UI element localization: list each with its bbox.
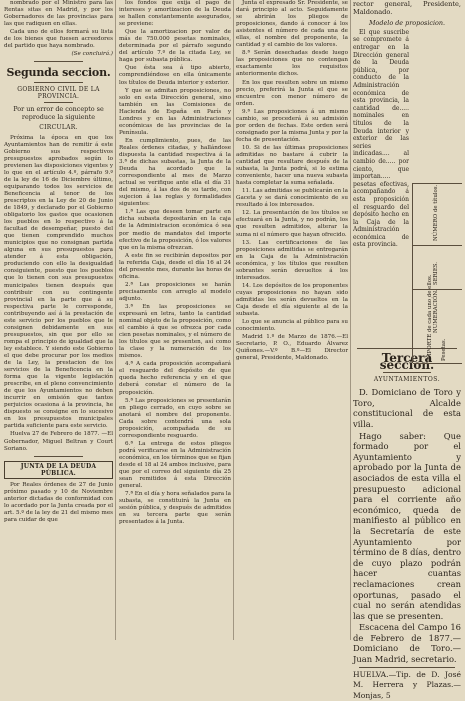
paragraph: En cumplimiento, pues, de las Reales órdenes citadas, y hallándose dispuesta la cantidad respectiva á la 3.ª de dichas subastas, la Junta de la Deuda ha acordado que la correspondiente al mes de Marzo actual se verifique ante ella el día 31 del mismo, á las dos de su tarde, con sujecion á las reglas y formalidades siguientes: — [119, 137, 231, 208]
form-label-series: SERIES. — [433, 262, 439, 285]
paragraph: 8.ª Serán desechadas desde luego las proposiciones que no contengan exactamente los requisitos anteriormente dichos. — [236, 50, 348, 78]
column-1 — [4, 0, 113, 640]
divider — [359, 667, 455, 668]
circular-body: Próxima la época en que los Ayuntamientos han de remitir á este Gobierno sus respectivos presupuestos aprobados según lo previenen las disposiciones vigentes y lo que en el artículo 4.º, párrafo 9.º de la ley de 16 de Diciembre último, equiparando todos los servicios de Beneficencia al tenor de los prescriptos en la Ley de 20 de Junio de 1849, y declarado por el Gobierno obligatorio los gastos que ocasionen los pueblos en lo respectivo á la facultad de desempeñar, puesto del que tienen comprendido muchos municipios que no consignan partida alguna en sus presupuestos para atender á esta obligación, produciendo con ello la desigualdad consiguiente, puesto que los pueblos que lo tienen con sus presupuestos municipales tienen después que contribuir con su contingente provincial en la parte que á su respectiva parte le corresponde, contribuyendo así á la prestación de este servicio por los pueblos que le consignen debidamente en sus presupuestos, sin que por ello se rompa el principio de igualdad que la ley establece. Y siendo este Gobierno el que debe procurar por los medios de la Ley, la prestacion de los servicios de la Beneficencia en la forma que la vigente legislación prescribe, en el pleno convencimiento de que los Ayuntamientos no deben incurrir en omisión que tantos perjuicios ocasiona á la provincia, he dispuesto se consigne en lo sucesivo en los presupuestos municipales partida suficiente para este servicio. — [4, 134, 113, 430]
date-line: Huelva 27 de Febrero de 1877. —El Gobernador, Miguel Beltran y Court Soriano. — [4, 431, 113, 452]
section-title: Segunda seccion. — [6, 66, 111, 80]
paragraph: nombrado por el Ministro para las Rentas sitas en Madrid, y por los Gobernadores de las provincias para las que radiquen en ellas. — [4, 0, 113, 28]
junta-banner: JUNTA DE LA DEUDA PÚBLICA. — [4, 461, 113, 479]
column-rule — [115, 0, 116, 640]
paragraph: 12. La presentación de los títulos se efectuará en la Junta, y no podrán, los que resulten admitidos, alterar la suma ni el número que hayan ofrecido. — [236, 210, 348, 238]
paragraph: 5.ª Las proposiciones se presentarán en pliego cerrado, en cuyo sobre se anotará el nombre del proponente. Cada sobre contendrá una sola proposición, acompañada de su correspondiente resguardo. — [119, 397, 231, 439]
column-rule — [350, 0, 351, 640]
paragraph: Junta el expresado Sr. Presidente, se dará principio al acto. Seguidamente se abrirán los pliegos de proposiciones, dando á conocer á los asistentes el número de cada una de ellas, el nombre del proponente, la cantidad y el cambio de los valores. — [236, 0, 348, 49]
paragraph: 14. Los depósitos de los proponentes cuyas proposiciones no hayan sido admitidas les serán devueltos en la Caja desde el día siguiente al de la subasta. — [236, 282, 348, 318]
paragraph: 1.ª Las que deseen tomar parte en dicha subasta depositarán en la caja de la Administracion económica ó sea por medio de mandatos del importe efectivo de la proposición, ó los valores que en la misma ofrezcan. — [119, 209, 231, 251]
continuation-note: (Se concluirá.) — [71, 51, 113, 58]
circular-label: CIRCULAR. — [39, 124, 78, 132]
section-title: Tercera seccion. — [379, 351, 435, 373]
paragraph: 13. Las certificaciones de las proposiciones admitidas se entregarán en la Caja de la Administración económica, y los títulos que resulten sobrantes serán devueltos á los interesados. — [236, 239, 348, 281]
paragraph: Cada uno de ellos formará su lista de los bienes que fuesen acreedores del partido que haya nombrado. — [4, 29, 113, 50]
paragraph: Madrid 1.º de Marzo de 1876.—El Secretario, P. O., Eduardo Álvarez Quiñones.—V.º B.º—El Director general, Presidente, Maldonado. — [236, 334, 348, 362]
paragraph: 9.ª Las proposiciones á un mismo cambio, se procederá á su admisión por orden de fechas. Este orden será consignado por la misma Junta y por la fecha de presentación. — [236, 108, 348, 143]
form-label-importe: IMPORTE de cada uno de ellos. — [427, 274, 433, 361]
form-label-numeracion: NUMERACIÓN. — [433, 289, 439, 333]
proposal-form-table — [412, 183, 462, 363]
paragraph: 4.ª A cada proposición acompañará el resguardo del depósito de que queda hecho referencia y en el que deberá constar el número de la proposición. — [119, 361, 231, 396]
paragraph: Escacena del Campo 16 de Febrero de 1877.—Domiciano de Toro.—Juan Madrid, secretario. — [353, 622, 461, 665]
paragraph: los fondos que exija el pago de intereses y amortizacion de la Deuda se hallen constantemente asegurados, se previene: — [119, 0, 231, 28]
divider — [34, 82, 83, 83]
divider — [44, 102, 73, 103]
paragraph: 6.ª La entrega de estos pliegos podrá verificarse en la Administración económica, en los términos que se fijan desde el 18 al 24 ambos inclusive, para que por el correo del siguiente día 25 sean remitidos á esta Dirección general. — [119, 440, 231, 490]
paragraph: Lo que se anuncia al público para su conocimiento. — [236, 319, 348, 333]
paragraph: D. Domiciano de Toro y Toro, Alcalde constitucional de esta villa. — [353, 387, 461, 429]
form-label-pesetas: Pesetas. — [441, 338, 447, 361]
divider — [34, 61, 83, 62]
section-subtitle: GOBIERNO CIVIL DE LA PROVINCIA. — [17, 86, 100, 101]
junta-body: Por Reales órdenes de 27 de Junio próximo pasado y 10 de Noviembre anterior dictadas de conformidad con lo acordado por la Junta creada por el art. 5.º de la ley de 21 del mismo mes para cuidar de que — [4, 481, 113, 523]
divider — [34, 456, 83, 457]
paragraph: 7.ª En el día y hora señalados para la subasta, se constituirá la Junta en sesión pública, y después de admitidos en su tercera parte que serán presentados á la Junta. — [119, 491, 231, 526]
paragraph: 11. Las admitidas se publicarán en la Gaceta y se dará conocimiento de su resultado á los interesados. — [236, 188, 348, 209]
paragraph: 10. Si de las últimas proposiciones admitidas no bastare á cubrir la cantidad que resultare después de la subasta, la Junta podrá, si lo estima conveniente, hacer una nueva subasta hasta completar la suma señalada. — [236, 144, 348, 187]
imprint: HUELVA.—Tip. de D. José M. Herrera y Plazas.—Monjas, 5 — [353, 669, 461, 700]
modelo-title: Modelo de proposicion. — [369, 18, 445, 27]
paragraph: Que la amortizacion por valor de más de 750.000 pesetas nominales, determinada por el párrafo segundo del artículo 7.º de la citada Ley, se haga por subasta pública. — [119, 29, 231, 64]
column-rule — [233, 0, 234, 640]
paragraph: En los que resulten sobre un mismo precio, preferirá la Junta el que se encuentre con menor número de orden. — [236, 79, 348, 107]
paragraph: Hago saber: Que formado por el Ayuntamiento y aprobado por la Junta de asociados de esta villa el presupuesto adicional para el corriente año económico, queda de manifiesto al público en la Secretaría de este Ayuntamiento por término de 8 días, dentro de cuyo plazo podrán hacer cuantas reclamaciones crean oportunas, pasado el cual no serán atendidas las que se presenten. — [353, 430, 461, 621]
paragraph: 2.ª Las proposiciones se harán precisamente con arreglo al modelo adjunto. — [119, 281, 231, 302]
paragraph: A este fin se recibirán depositos por la referida Caja, desde el día 16 al 24 del presente mes, durante las horas de oficina. — [119, 252, 231, 280]
divider — [383, 372, 431, 373]
modelo-body: El que suscribe se compromete á entregar en la Dirección general de la Deuda pública, por conducto de la Administración económica de esta provincia, la cantidad de..... nominales en títulos de la Deuda interior y exterior de las series indicadas.... al cambio de..... por ciento, que importan..... pesetas efectivas, acompañando á esta proposición el resguardo del depósito hecho en la Caja de la Administración económica de esta provincia. — [353, 28, 409, 249]
paragraph: Y que se admitan proposiciones, no solo en esta Dirección general, sino también en las Comisiones de Hacienda de España en París y Londres y en las Administraciones económicas de las provincias de la Península. — [119, 87, 231, 136]
paragraph: rector general, Presidente, Maldonado. — [353, 0, 461, 17]
ayuntamientos-heading: AYUNTAMIENTOS. — [373, 376, 441, 384]
paragraph: Que ésta sea á tipo abierto, comprendiéndose en ella únicamente los títulos de Deuda interior y exterior. — [119, 65, 231, 86]
column-3 — [236, 0, 348, 640]
column-2 — [119, 0, 231, 640]
paragraph: 3.ª En las proposiciones se expresará en letra, tanto la cantidad nominal objeto de la proposición, como el cambio á que se ofrezca por cada cien pesetas nominales, y el número de los títulos que se presenten, así como la clase y la numeración de los mismos. — [119, 303, 231, 360]
form-label-numero: NÚMERO de títulos. — [433, 184, 439, 241]
circular-intro: Por un error de concepto se reproduce la siguiente — [13, 105, 104, 122]
